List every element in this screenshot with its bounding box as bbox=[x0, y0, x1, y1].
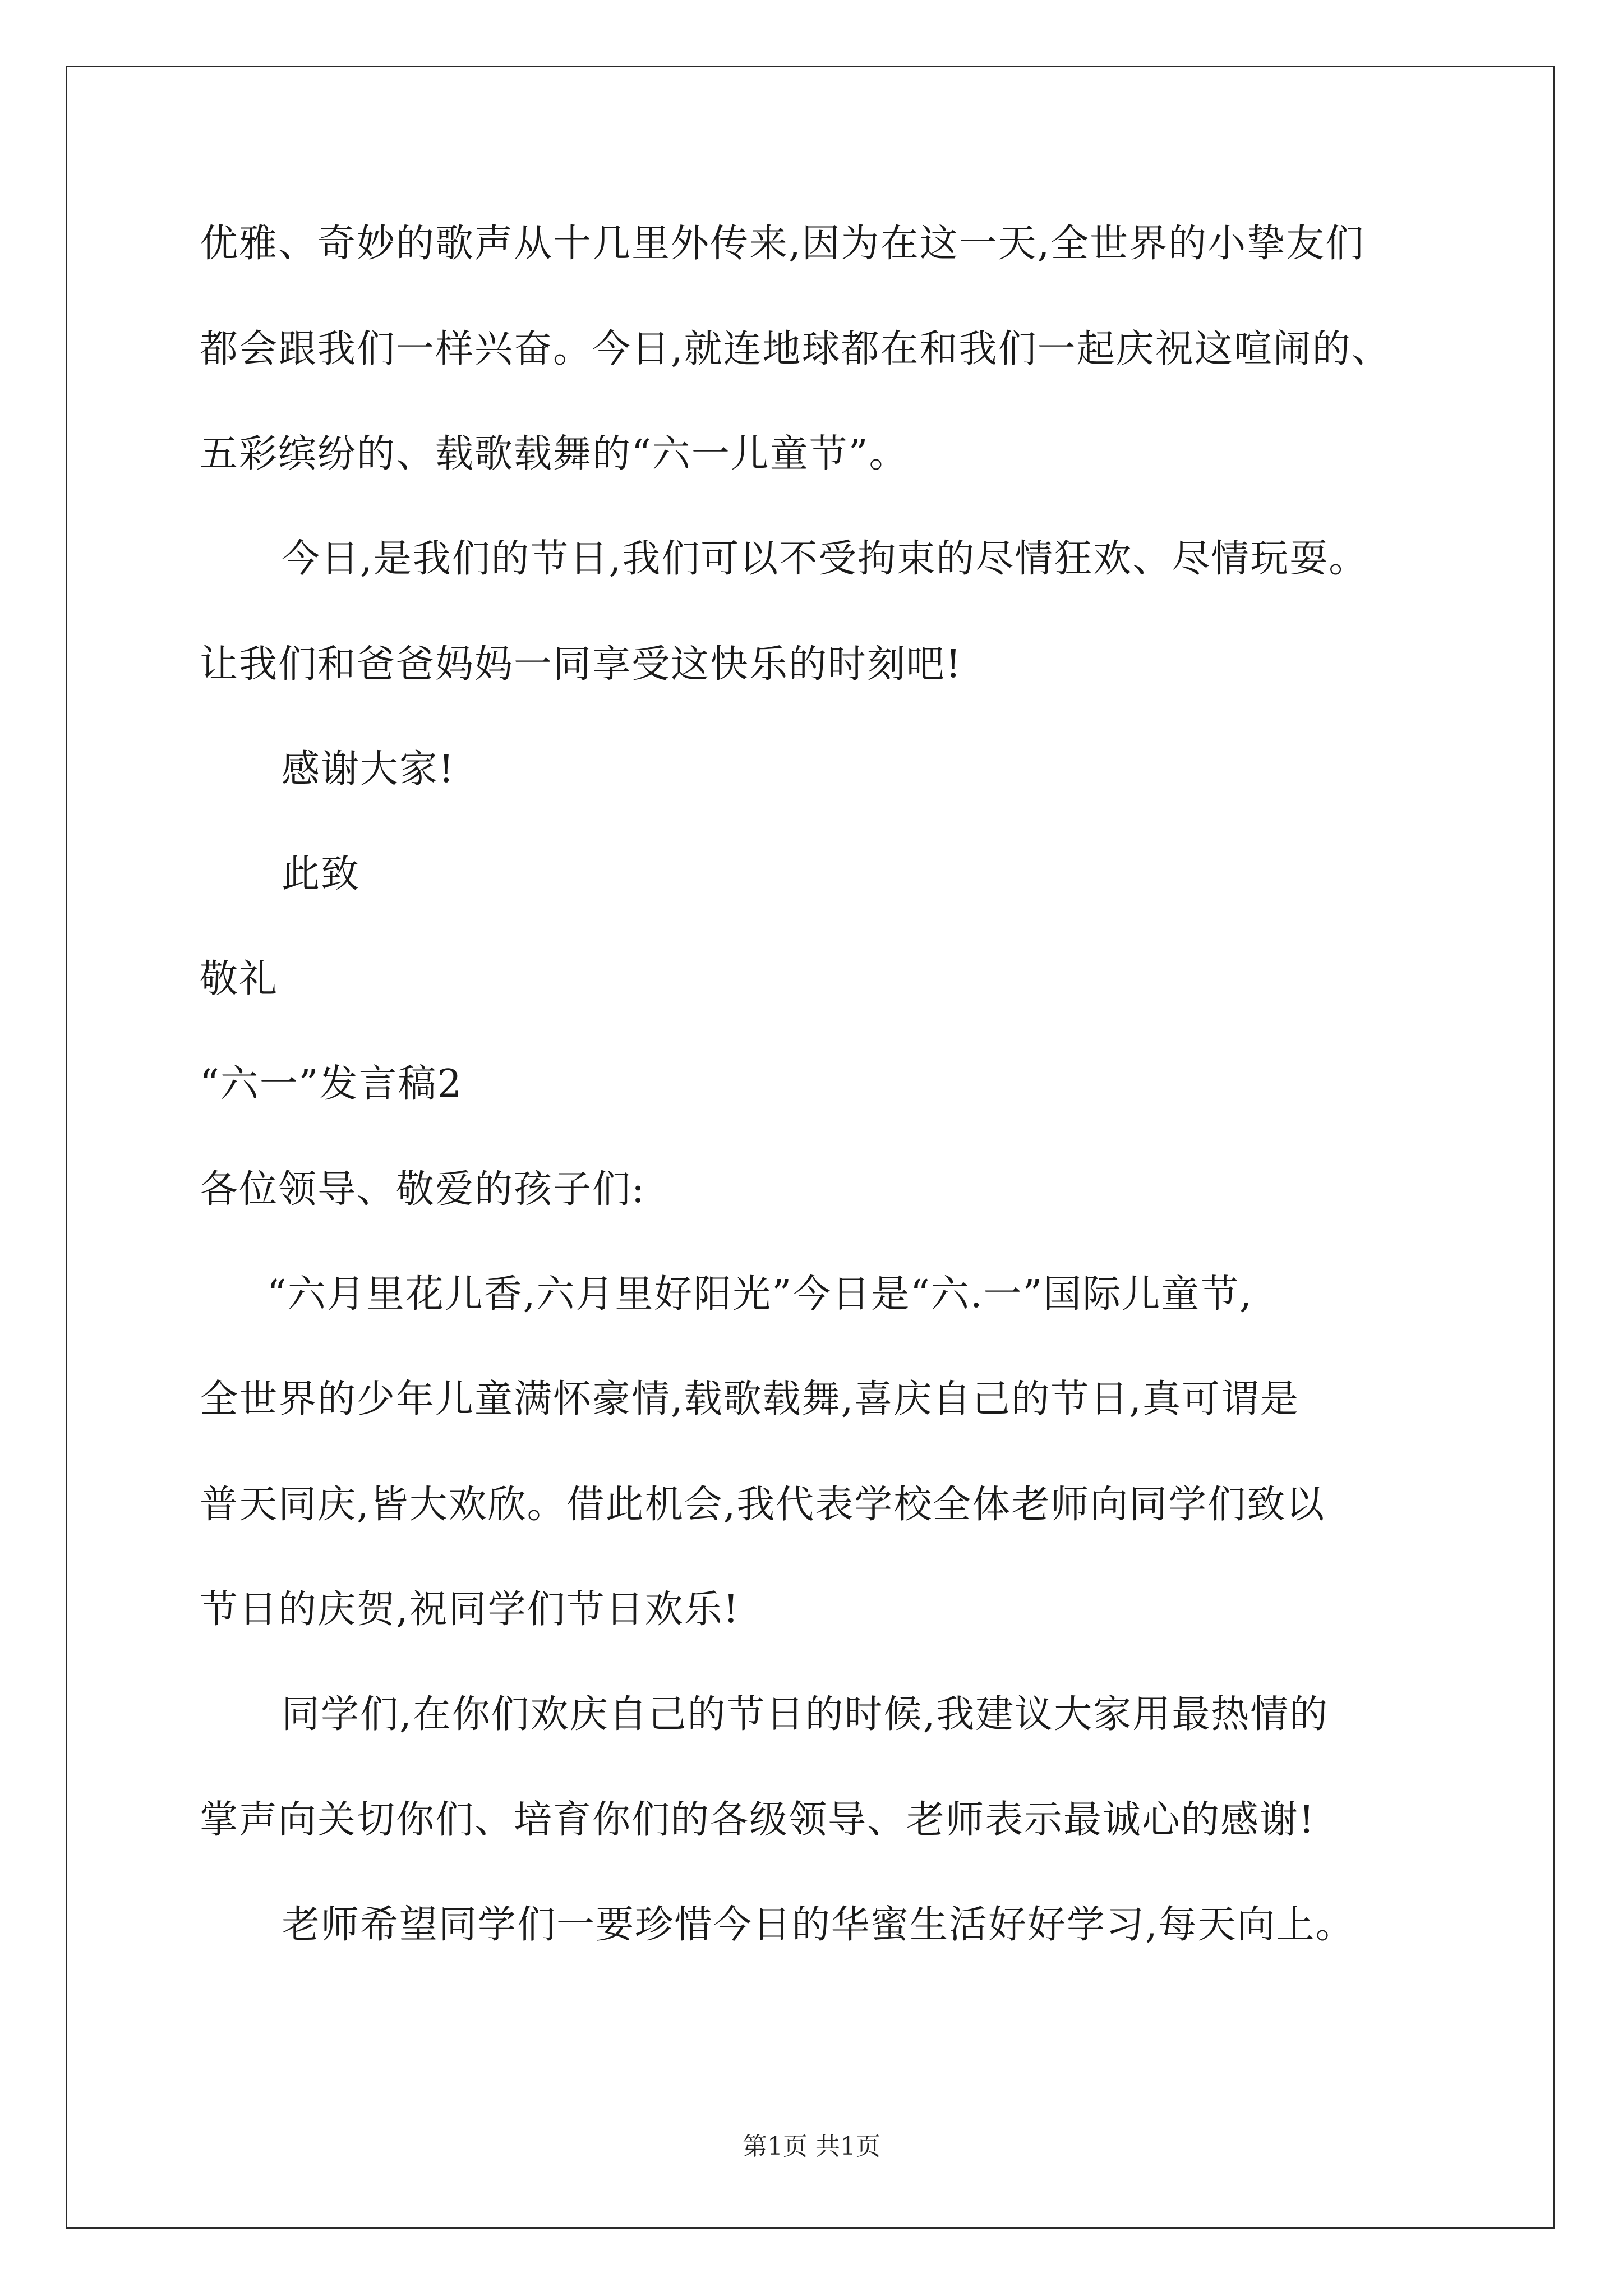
paragraph-line-4: 今日,是我们的节日,我们可以不受拘束的尽情狂欢、尽情玩耍。 bbox=[282, 537, 1368, 581]
closing-regards: 敬礼 bbox=[200, 957, 279, 1001]
paragraph-line-17: 老师希望同学们一要珍惜今日的华蜜生活好好学习,每天向上。 bbox=[282, 1903, 1355, 1947]
greeting-line: 各位领导、敬爱的孩子们: bbox=[200, 1167, 645, 1212]
closing-thanks: 感谢大家! bbox=[282, 747, 455, 792]
paragraph-line-3: 五彩缤纷的、载歌载舞的“六一儿童节”。 bbox=[200, 432, 909, 476]
paragraph-line-15: 同学们,在你们欢庆自己的节日的时候,我建议大家用最热情的 bbox=[282, 1692, 1329, 1737]
paragraph-line-12: 全世界的少年儿童满怀豪情,载歌载舞,喜庆自己的节日,真可谓是 bbox=[200, 1377, 1299, 1421]
section-title: “六一”发言稿2 bbox=[200, 1062, 463, 1106]
paragraph-line-11: “六月里花儿香,六月里好阳光”今日是“六.一”国际儿童节, bbox=[267, 1272, 1253, 1317]
paragraph-line-14: 节日的庆贺,祝同学们节日欢乐! bbox=[200, 1588, 740, 1632]
paragraph-line-2: 都会跟我们一样兴奋。今日,就连地球都在和我们一起庆祝这喧闹的、 bbox=[200, 327, 1391, 371]
page-number-footer: 第1页 共1页 bbox=[743, 2132, 880, 2161]
paragraph-line-13: 普天同庆,皆大欢欣。借此机会,我代表学校全体老师向同学们致以 bbox=[200, 1483, 1326, 1527]
paragraph-line-16: 掌声向关切你们、培育你们的各级领导、老师表示最诚心的感谢! bbox=[200, 1798, 1316, 1842]
closing-salutation: 此致 bbox=[282, 852, 361, 896]
paragraph-line-1: 优雅、奇妙的歌声从十几里外传来,因为在这一天,全世界的小挚友们 bbox=[200, 222, 1365, 266]
paragraph-line-5: 让我们和爸爸妈妈一同享受这快乐的时刻吧! bbox=[200, 642, 962, 687]
